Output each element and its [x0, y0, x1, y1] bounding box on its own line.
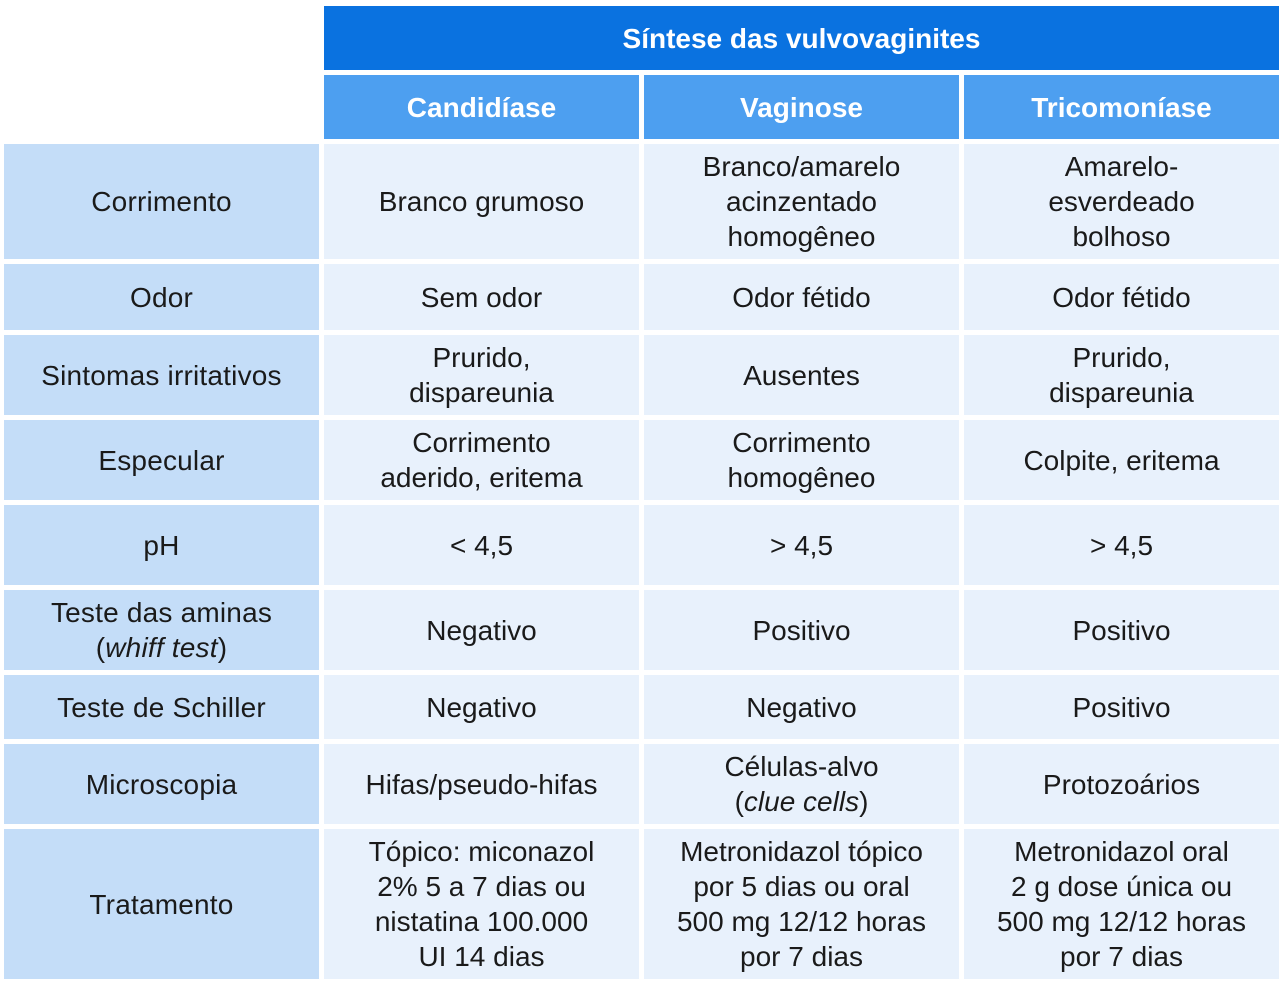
table-cell: Positivo [964, 590, 1279, 670]
whiff-test-italic: whiff test [105, 632, 218, 663]
table-cell: Hifas/pseudo-hifas [324, 744, 639, 824]
table-cell: Células-alvo (clue cells) [644, 744, 959, 824]
table-cell: Corrimento homogêneo [644, 420, 959, 500]
table-cell: > 4,5 [644, 505, 959, 585]
row-header-corrimento: Corrimento [4, 144, 319, 259]
table-corner-2 [4, 75, 319, 139]
table-title: Síntese das vulvovaginites [324, 6, 1279, 70]
table-corner [4, 6, 319, 70]
row-header-teste-das-aminas: Teste das aminas (whiff test) [4, 590, 319, 670]
table-cell: < 4,5 [324, 505, 639, 585]
row-header-microscopia: Microscopia [4, 744, 319, 824]
column-header-vaginose: Vaginose [644, 75, 959, 139]
table-cell: Positivo [964, 675, 1279, 739]
clue-cells-italic: clue cells [743, 786, 860, 817]
table-cell: Branco grumoso [324, 144, 639, 259]
row-header-especular: Especular [4, 420, 319, 500]
table-cell: Protozoários [964, 744, 1279, 824]
table-cell: Corrimento aderido, eritema [324, 420, 639, 500]
column-header-candidiase: Candidíase [324, 75, 639, 139]
row-header-odor: Odor [4, 264, 319, 330]
column-header-tricomoniase: Tricomoníase [964, 75, 1279, 139]
row-header-ph: pH [4, 505, 319, 585]
table-cell: Colpite, eritema [964, 420, 1279, 500]
row-header-tratamento: Tratamento [4, 829, 319, 979]
table-cell: Ausentes [644, 335, 959, 415]
table-cell: Tópico: miconazol 2% 5 a 7 dias ou nistatina 100.000 UI 14 dias [324, 829, 639, 979]
table-cell: Branco/amarelo acinzentado homogêneo [644, 144, 959, 259]
table-cell: Negativo [644, 675, 959, 739]
table-cell: Prurido, dispareunia [964, 335, 1279, 415]
table-cell: > 4,5 [964, 505, 1279, 585]
table-cell: Negativo [324, 675, 639, 739]
table-cell: Negativo [324, 590, 639, 670]
table-cell: Metronidazol tópico por 5 dias ou oral 500 mg 12/12 horas por 7 dias [644, 829, 959, 979]
table-cell: Odor fétido [964, 264, 1279, 330]
table-cell: Metronidazol oral 2 g dose única ou 500 mg 12/12 horas por 7 dias [964, 829, 1279, 979]
table-cell: Odor fétido [644, 264, 959, 330]
row-header-sintomas-irritativos: Sintomas irritativos [4, 335, 319, 415]
vulvovaginitis-table [4, 6, 1279, 979]
table-cell: Amarelo- esverdeado bolhoso [964, 144, 1279, 259]
table-cell: Sem odor [324, 264, 639, 330]
row-header-teste-de-schiller: Teste de Schiller [4, 675, 319, 739]
table-cell: Positivo [644, 590, 959, 670]
table-cell: Prurido, dispareunia [324, 335, 639, 415]
